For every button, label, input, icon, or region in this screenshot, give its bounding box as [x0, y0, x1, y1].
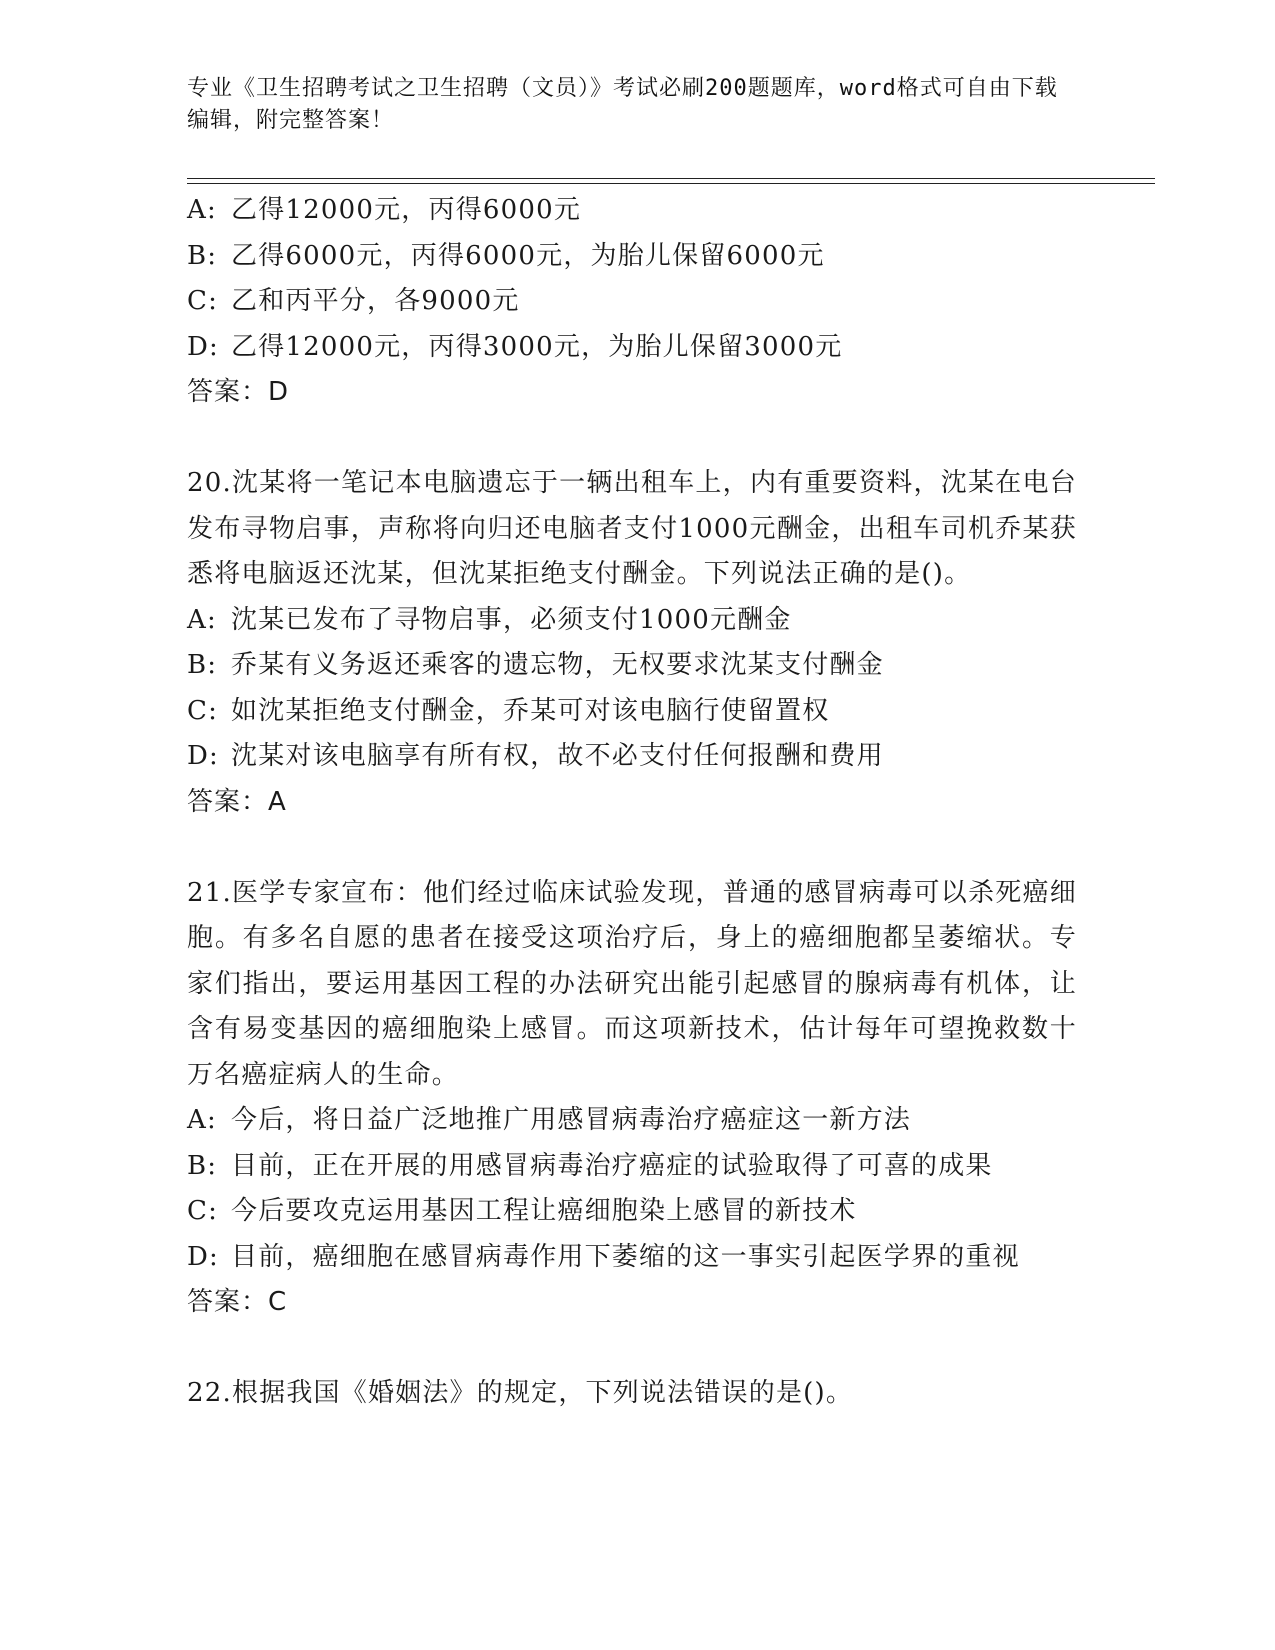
question-19: [187, 188, 1087, 416]
question-stem: 20.沈某将一笔记本电脑遗忘于一辆出租车上，内有重要资料，沈某在电台发布寻物启事，声称将向归还电脑者支付1000元酬金，出租车司机乔某获悉将电脑返还沈某，但沈某拒绝支付酬金。下列说法正确的是()。: [187, 468, 1077, 589]
answer: 答案：A: [187, 786, 287, 817]
option-text: 沈某对该电脑享有所有权，故不必支付任何报酬和费用: [231, 741, 884, 771]
option-label: D:: [187, 331, 220, 362]
option-label: D:: [187, 741, 220, 771]
option-text: 如沈某拒绝支付酬金，乔某可对该电脑行使留置权: [231, 695, 830, 726]
option-c: [187, 279, 1087, 325]
option-text: 乙得12000元，丙得6000元: [231, 195, 582, 225]
question-content: [187, 188, 1087, 1417]
option-d: [187, 1235, 1087, 1281]
question-stem: 22.根据我国《婚姻法》的规定，下列说法错误的是()。: [187, 1378, 854, 1408]
option-a: [187, 1098, 1087, 1144]
option-a: [187, 598, 1087, 644]
option-text: 目前，癌细胞在感冒病毒作用下萎缩的这一事实引起医学界的重视: [231, 1241, 1020, 1272]
option-text: 沈某已发布了寻物启事，必须支付1000元酬金: [231, 604, 792, 635]
option-d: [187, 734, 1087, 780]
option-label: D:: [187, 1241, 220, 1272]
option-b: [187, 643, 1087, 689]
option-text: 今后，将日益广泛地推广用感冒病毒治疗癌症这一新方法: [231, 1105, 912, 1135]
option-c: [187, 1189, 1087, 1235]
option-label: C:: [187, 1196, 219, 1226]
option-b: [187, 1144, 1087, 1190]
option-text: 今后要攻克运用基因工程让癌细胞染上感冒的新技术: [231, 1196, 857, 1226]
option-text: 目前，正在开展的用感冒病毒治疗癌症的试验取得了可喜的成果: [231, 1150, 993, 1181]
option-label: C:: [187, 695, 219, 726]
option-text: 乔某有义务返还乘客的遗忘物，无权要求沈某支付酬金: [231, 650, 884, 680]
question-22: [187, 1371, 1087, 1417]
option-label: B:: [187, 650, 218, 680]
spacer: [187, 825, 1087, 871]
option-label: A:: [187, 604, 217, 635]
answer: 答案：C: [187, 1287, 288, 1317]
option-label: A:: [187, 1105, 217, 1135]
option-text: 乙和丙平分，各9000元: [231, 286, 520, 316]
spacer: [187, 416, 1087, 462]
option-text: 乙得6000元，丙得6000元，为胎儿保留6000元: [231, 240, 825, 271]
answer: 答案：D: [187, 377, 290, 407]
header-divider: [187, 178, 1155, 179]
question-stem: 21.医学专家宣布：他们经过临床试验发现，普通的感冒病毒可以杀死癌细胞。有多名自愿的患者在接受这项治疗后，身上的癌细胞都呈萎缩状。专家们指出，要运用基因工程的办法研究出能引起感冒的腺病毒有机体，让含有易变基因的癌细胞染上感冒。而这项新技术，估计每年可望挽救数十万名癌症病人的生命。: [187, 877, 1077, 1090]
question-21: [187, 871, 1087, 1326]
question-20: [187, 461, 1087, 825]
option-label: B:: [187, 1150, 218, 1181]
header-divider-double: [187, 183, 1155, 184]
option-label: A:: [187, 195, 217, 225]
option-c: [187, 689, 1087, 735]
option-text: 乙得12000元，丙得3000元，为胎儿保留3000元: [231, 331, 843, 362]
option-label: B:: [187, 240, 218, 271]
option-b: [187, 234, 1087, 280]
option-label: C:: [187, 286, 219, 316]
option-d: [187, 325, 1087, 371]
spacer: [187, 1326, 1087, 1372]
option-a: [187, 188, 1087, 234]
page-header: 专业《卫生招聘考试之卫生招聘（文员）》考试必刷200题题库，word格式可自由下载编辑，附完整答案！: [187, 76, 1058, 133]
